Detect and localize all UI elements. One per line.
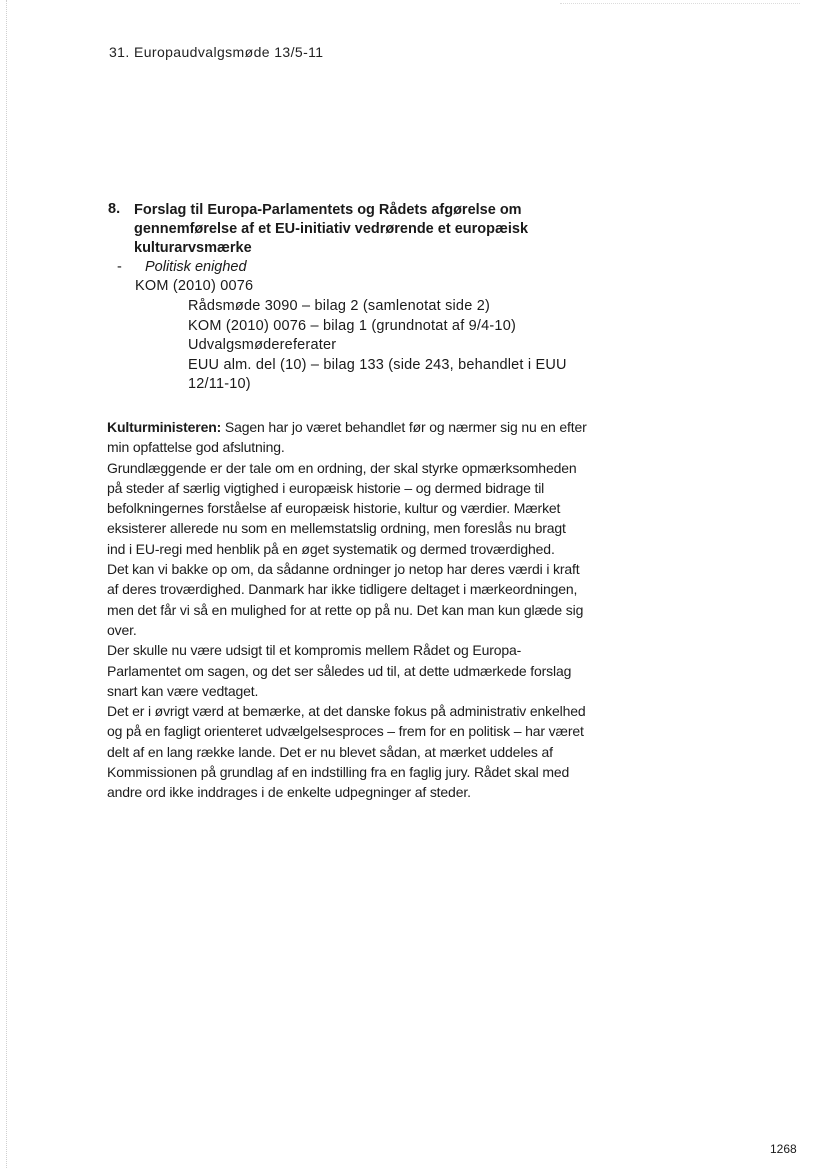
- reference-list: [188, 297, 598, 395]
- reference-item: KOM (2010) 0076 – bilag 1 (grundnotat af 9/4-10): [188, 317, 516, 334]
- minutes-text: [107, 417, 587, 803]
- status-dash: -: [117, 259, 122, 275]
- minutes-paragraph: Det kan vi bakke op om, da sådanne ordninger jo netop har deres værdi i kraft af deres troværdighed. Danmark har ikke tidligere deltaget i mærkeordningen, men det får vi så en mulighed for at rette op på nu. Det kan man kun glæde sig over.: [107, 561, 584, 638]
- agenda-item-title: Forslag til Europa-Parlamentets og Rådets afgørelse om gennemførelse af et EU-initiativ vedrørende et europæisk kulturarvsmærke: [134, 202, 529, 256]
- status-line: [117, 259, 247, 275]
- minutes-paragraph: Der skulle nu være udsigt til et kompromis mellem Rådet og Europa-Parlamentet om sagen, og det ser således ud til, at dette udmærkede forslag snart kan være vedtaget.: [107, 642, 572, 699]
- minutes-paragraph: Det er i øvrigt værd at bemærke, at det danske fokus på administrativ enkelhed og på en fagligt orienteret udvælgelsesproces – frem for en politisk – har været delt af en lang række lande. Det er nu blevet sådan, at mærket uddeles af Kommissionen på grundlag af en indstilling fra en faglig jury. Rådet skal med andre ord ikke inddrages i de enkelte udpegninger af steder.: [107, 703, 586, 801]
- scan-edge-top: [560, 3, 800, 4]
- commission-reference: KOM (2010) 0076: [135, 278, 254, 294]
- scan-edge-left: [6, 0, 7, 1168]
- page-number: 1268: [770, 1142, 797, 1156]
- agenda-item-number: 8.: [108, 201, 121, 217]
- reference-item: Udvalgsmødereferater: [188, 337, 337, 353]
- speaker-name: Kulturministeren:: [107, 419, 222, 435]
- meeting-header: 31. Europaudvalgsmøde 13/5-11: [109, 44, 324, 60]
- reference-item: EUU alm. del (10) – bilag 133 (side 243, behandlet i EUU 12/11-10): [188, 356, 567, 392]
- minutes-paragraph: Grundlæggende er der tale om en ordning, der skal styrke opmærksomheden på steder af særlig vigtighed i europæisk historie – og dermed bidrage til befolkningernes forståelse af europæisk historie, kultur og værdier. Mærket eksisterer allerede nu som en mellemstatslig ordning, men foreslås nu bragt ind i EU-regi med henblik på en øget systematik og dermed troværdighed.: [107, 459, 577, 557]
- minutes-paragraph: [107, 417, 587, 458]
- status-text: Politisk enighed: [145, 259, 247, 275]
- minutes-paragraph-text: Sagen har jo været behandlet før og nærmer sig nu en efter min opfattelse god afslutning.: [107, 419, 587, 456]
- reference-item: Rådsmøde 3090 – bilag 2 (samlenotat side 2): [188, 298, 490, 314]
